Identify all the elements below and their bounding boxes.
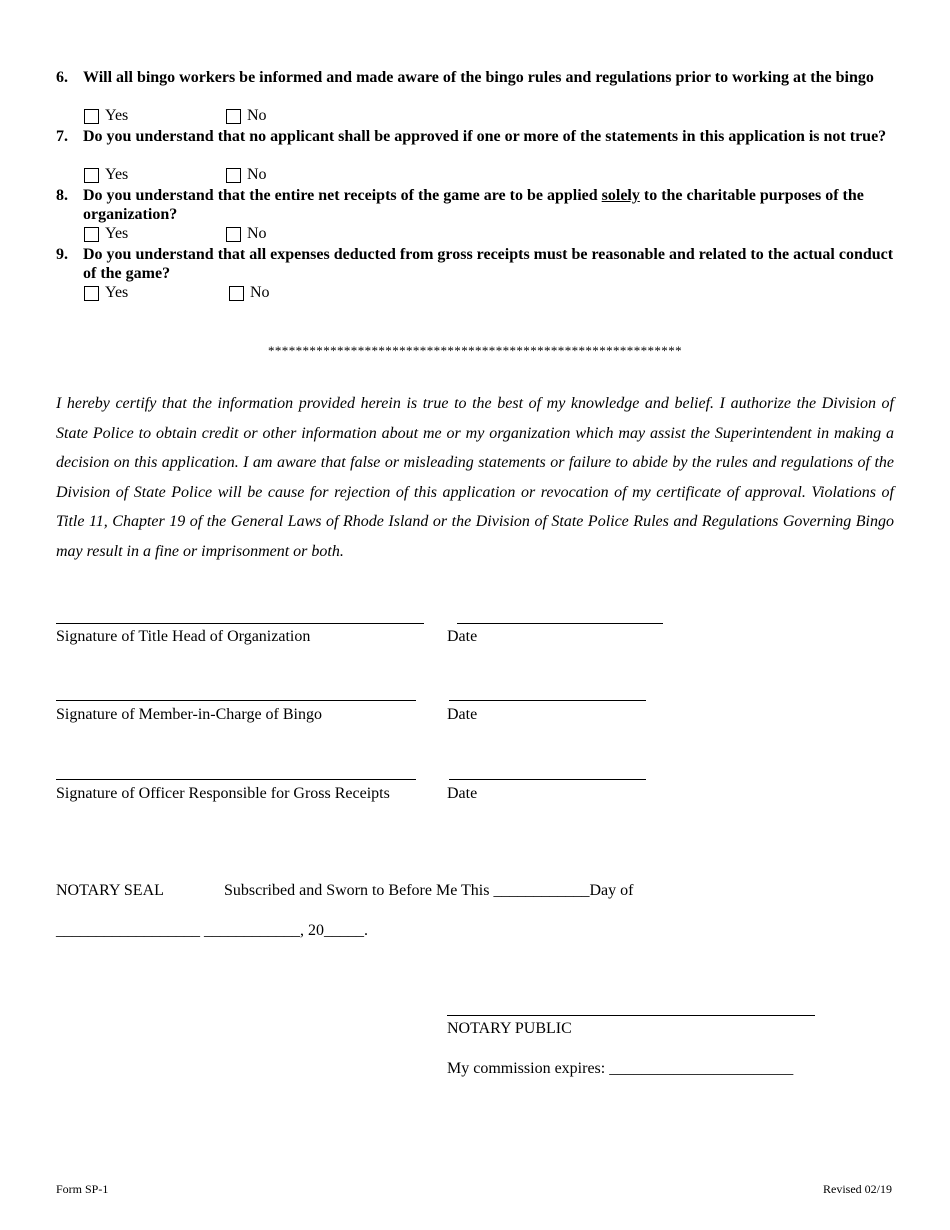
- date-label: Date: [447, 628, 478, 645]
- revision-date: Revised 02/19: [823, 1182, 892, 1196]
- certification-paragraph: I hereby certify that the information provided herein is true to the best of my knowledge and belief. I authorize the Division of State Police to obtain credit or other information about me or my organization which may assist the Superintendent in making a decision on this application. I am aware that false or misleading statements or failure to abide by the rules and regulations of the Division of State Police will be cause for rejection of this application or revocation of my certificate of approval. Violations of Title 11, Chapter 19 of the General Laws of Rhode Island or the Division of State Police Rules and Regulations Governing Bingo may result in a fine or imprisonment or both.: [56, 395, 894, 560]
- question-text-emphasis: solely: [601, 187, 640, 204]
- question-text-part: to the charitable purposes of the organization?: [83, 187, 864, 223]
- question-number: 6.: [56, 69, 68, 86]
- signature-line[interactable]: [56, 623, 424, 624]
- question-text: Will all bingo workers be informed and made aware of the bingo rules and regulations prior to working at the bingo: [83, 69, 874, 86]
- no-label: No: [247, 225, 267, 242]
- yes-option[interactable]: [84, 166, 128, 184]
- question-9-options: [84, 284, 384, 303]
- question-6: [56, 68, 896, 87]
- no-option[interactable]: [226, 166, 267, 184]
- question-text: Do you understand that all expenses deducted from gross receipts must be reasonable and related to the actual conduct of the game?: [83, 246, 894, 282]
- no-label: No: [247, 166, 267, 183]
- question-number: 7.: [56, 128, 68, 145]
- question-text: Do you understand that no applicant shall be approved if one or more of the statements in this application is not true?: [83, 128, 887, 145]
- date-line[interactable]: [449, 700, 646, 701]
- yes-checkbox[interactable]: [84, 168, 99, 183]
- signature-line[interactable]: [56, 779, 416, 780]
- no-option[interactable]: [226, 225, 267, 243]
- no-label: No: [250, 284, 270, 301]
- yes-checkbox[interactable]: [84, 109, 99, 124]
- notary-signature-line[interactable]: [447, 1015, 815, 1016]
- no-checkbox[interactable]: [226, 227, 241, 242]
- yes-label: Yes: [105, 284, 129, 301]
- yes-option[interactable]: [84, 284, 128, 302]
- date-label: Date: [447, 785, 478, 802]
- signature-line[interactable]: [56, 700, 416, 701]
- yes-checkbox[interactable]: [84, 227, 99, 242]
- signature-label: Signature of Title Head of Organization: [56, 628, 311, 645]
- yes-label: Yes: [105, 107, 129, 124]
- no-option[interactable]: [229, 284, 270, 302]
- question-number: 8.: [56, 187, 68, 204]
- date-label: Date: [447, 706, 478, 723]
- no-option[interactable]: [226, 107, 267, 125]
- question-8: [56, 186, 896, 224]
- no-checkbox[interactable]: [226, 109, 241, 124]
- question-8-options: [84, 225, 384, 244]
- no-checkbox[interactable]: [226, 168, 241, 183]
- yes-label: Yes: [105, 225, 129, 242]
- yes-label: Yes: [105, 166, 129, 183]
- form-number: Form SP-1: [56, 1182, 109, 1196]
- question-9: [56, 245, 896, 283]
- no-checkbox[interactable]: [229, 286, 244, 301]
- date-line[interactable]: [457, 623, 663, 624]
- yes-option[interactable]: [84, 225, 128, 243]
- question-text: [83, 186, 896, 224]
- subscribed-sworn-text: Subscribed and Sworn to Before Me This ____________Day of: [224, 882, 634, 899]
- question-7: [56, 127, 896, 146]
- commission-expires: My commission expires: _______________________: [447, 1060, 794, 1077]
- signature-label: Signature of Officer Responsible for Gross Receipts: [56, 785, 390, 802]
- date-line[interactable]: [449, 779, 646, 780]
- yes-checkbox[interactable]: [84, 286, 99, 301]
- no-label: No: [247, 107, 267, 124]
- question-6-options: [84, 107, 384, 126]
- notary-public-label: NOTARY PUBLIC: [447, 1020, 572, 1037]
- separator: ************************************************************: [268, 343, 682, 358]
- question-7-options: [84, 166, 384, 185]
- notary-seal-label: NOTARY SEAL: [56, 882, 164, 899]
- question-text-part: Do you understand that the entire net receipts of the game are to be applied: [83, 187, 602, 204]
- question-number: 9.: [56, 246, 68, 263]
- signature-label: Signature of Member-in-Charge of Bingo: [56, 706, 322, 723]
- notary-date-line: __________________ ____________, 20_____.: [56, 922, 368, 939]
- yes-option[interactable]: [84, 107, 128, 125]
